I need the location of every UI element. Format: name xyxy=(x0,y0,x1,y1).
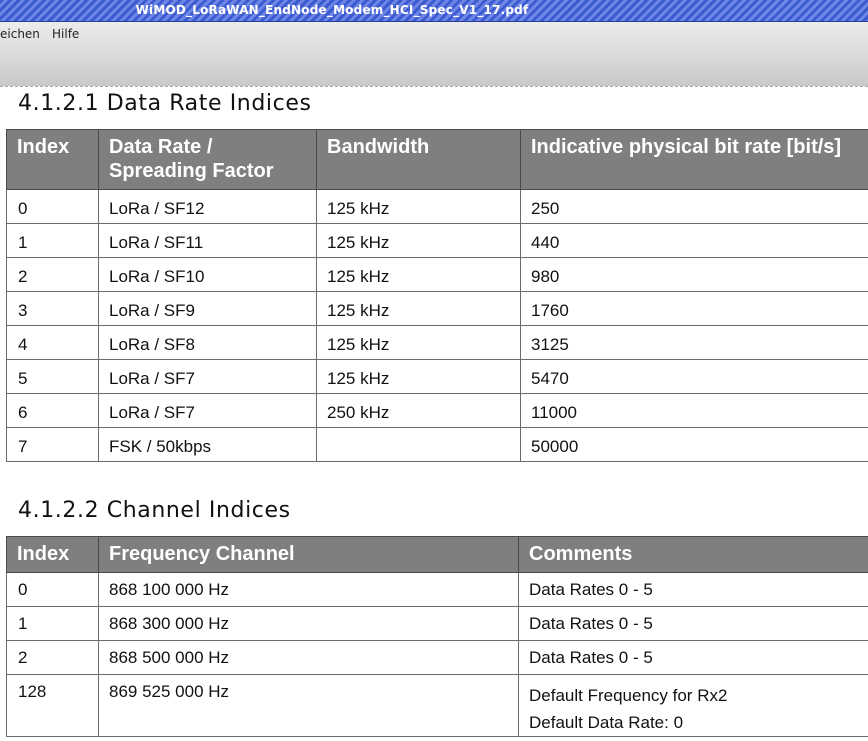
section-heading-channel-indices: 4.1.2.2 Channel Indices xyxy=(18,498,291,523)
cell-bit-rate: 440 xyxy=(521,224,868,258)
channel-table xyxy=(6,536,868,737)
cell-index: 4 xyxy=(7,326,99,360)
menu-bar xyxy=(0,22,868,86)
cell-index: 2 xyxy=(7,641,99,675)
cell-index: 5 xyxy=(7,360,99,394)
menu-item-zeichen[interactable]: eichen xyxy=(0,27,40,41)
table-row xyxy=(7,190,868,224)
cell-comment: Data Rates 0 - 5 xyxy=(519,641,868,675)
header-bandwidth: Bandwidth xyxy=(317,130,521,190)
menu-item-hilfe[interactable]: Hilfe xyxy=(52,27,80,41)
cell-data-rate: LoRa / SF7 xyxy=(99,394,317,428)
cell-data-rate: LoRa / SF11 xyxy=(99,224,317,258)
channel-header-row xyxy=(7,537,868,573)
cell-frequency: 868 500 000 Hz xyxy=(99,641,519,675)
cell-bandwidth: 250 kHz xyxy=(317,394,521,428)
cell-index: 1 xyxy=(7,224,99,258)
cell-comment: Data Rates 0 - 5 xyxy=(519,573,868,607)
table-row xyxy=(7,428,868,462)
cell-bandwidth: 125 kHz xyxy=(317,292,521,326)
table-row xyxy=(7,326,868,360)
table-row xyxy=(7,607,868,641)
cell-bandwidth: 125 kHz xyxy=(317,258,521,292)
cell-index: 6 xyxy=(7,394,99,428)
header-index: Index xyxy=(7,130,99,190)
cell-index: 2 xyxy=(7,258,99,292)
cell-bit-rate: 11000 xyxy=(521,394,868,428)
table-row xyxy=(7,292,868,326)
window-titlebar[interactable] xyxy=(0,0,868,22)
table-row xyxy=(7,360,868,394)
table-row xyxy=(7,675,868,737)
table-row xyxy=(7,573,868,607)
header-bit-rate: Indicative physical bit rate [bit/s] xyxy=(521,130,868,190)
cell-index: 3 xyxy=(7,292,99,326)
cell-bandwidth xyxy=(317,428,521,462)
header-data-rate: Data Rate / Spreading Factor xyxy=(99,130,317,190)
cell-index: 128 xyxy=(7,675,99,737)
window-title-wrap xyxy=(0,3,868,17)
cell-index: 7 xyxy=(7,428,99,462)
header-comments: Comments xyxy=(519,537,868,573)
cell-bit-rate: 3125 xyxy=(521,326,868,360)
cell-comment: Data Rates 0 - 5 xyxy=(519,607,868,641)
cell-bit-rate: 1760 xyxy=(521,292,868,326)
cell-data-rate: LoRa / SF12 xyxy=(99,190,317,224)
cell-bit-rate: 980 xyxy=(521,258,868,292)
cell-data-rate: LoRa / SF9 xyxy=(99,292,317,326)
table-row xyxy=(7,258,868,292)
window-title: WiMOD_LoRaWAN_EndNode_Modem_HCI_Spec_V1_17.pdf xyxy=(135,3,529,17)
data-rate-table xyxy=(6,129,868,462)
cell-bit-rate: 5470 xyxy=(521,360,868,394)
cell-data-rate: FSK / 50kbps xyxy=(99,428,317,462)
cell-data-rate: LoRa / SF8 xyxy=(99,326,317,360)
cell-index: 0 xyxy=(7,573,99,607)
cell-index: 0 xyxy=(7,190,99,224)
toolbar-divider xyxy=(0,86,868,87)
cell-bandwidth: 125 kHz xyxy=(317,224,521,258)
cell-frequency: 868 300 000 Hz xyxy=(99,607,519,641)
table-row xyxy=(7,641,868,675)
table-row xyxy=(7,394,868,428)
cell-bandwidth: 125 kHz xyxy=(317,190,521,224)
comment-line-2: Default Data Rate: 0 xyxy=(529,713,684,732)
cell-bit-rate: 50000 xyxy=(521,428,868,462)
cell-frequency: 869 525 000 Hz xyxy=(99,675,519,737)
table-row xyxy=(7,224,868,258)
comment-line-1: Default Frequency for Rx2 xyxy=(529,686,728,705)
cell-frequency: 868 100 000 Hz xyxy=(99,573,519,607)
header-index: Index xyxy=(7,537,99,573)
section-heading-data-rate-indices: 4.1.2.1 Data Rate Indices xyxy=(18,91,312,116)
cell-bit-rate: 250 xyxy=(521,190,868,224)
cell-bandwidth: 125 kHz xyxy=(317,326,521,360)
cell-index: 1 xyxy=(7,607,99,641)
header-frequency-channel: Frequency Channel xyxy=(99,537,519,573)
cell-comment xyxy=(519,675,868,737)
data-rate-header-row xyxy=(7,130,868,190)
cell-bandwidth: 125 kHz xyxy=(317,360,521,394)
cell-data-rate: LoRa / SF10 xyxy=(99,258,317,292)
cell-data-rate: LoRa / SF7 xyxy=(99,360,317,394)
